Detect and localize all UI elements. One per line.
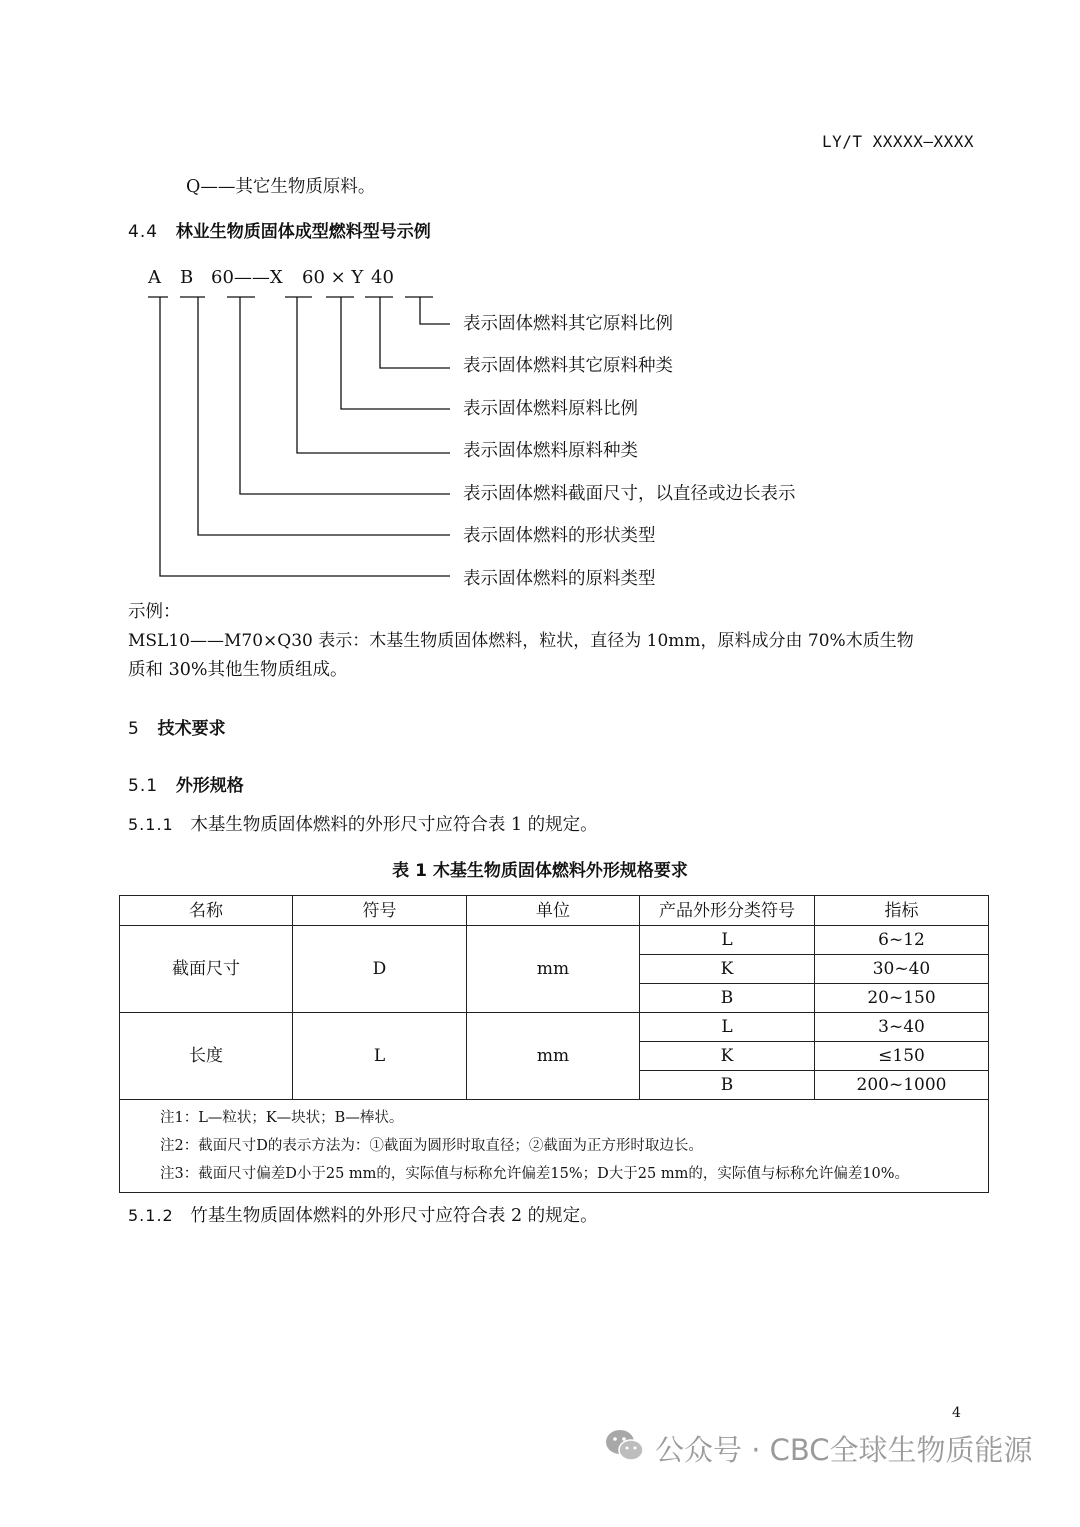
table-notes [120,1100,989,1193]
cell-value: ≤150 [815,1042,989,1071]
cell-value: 6~12 [815,926,989,955]
header-symbol: 符号 [293,896,467,926]
legend-raw-ratio: 表示固体燃料原料比例 [463,399,638,419]
legend-size: 表示固体燃料截面尺寸，以直径或边长表示 [463,484,796,504]
page-number: 4 [952,1405,961,1421]
clause-text: 竹基生物质固体燃料的外形尺寸应符合表 2 的规定。 [190,1206,598,1226]
code-part-raw-type: A [148,267,161,288]
code-part-other-ratio: 40 [371,267,394,288]
connector-shape [198,297,450,535]
prev-list-item: Q——其它生物质原料。 [186,177,376,197]
cell-value: 200~1000 [815,1071,989,1100]
connector-size [240,297,450,494]
cell-unit: mm [467,926,640,1013]
cell-code: B [640,984,815,1013]
cell-code: K [640,1042,815,1071]
table-1 [119,895,989,1193]
header-unit: 单位 [467,896,640,926]
cell-code: B [640,1071,815,1100]
table-1-caption: 表 1 木基生物质固体燃料外形规格要求 [392,861,688,881]
section-number: 5.1 [128,776,159,796]
cell-value: 30~40 [815,955,989,984]
connector-other-ratio [420,297,450,324]
header-value: 指标 [815,896,989,926]
header-name: 名称 [120,896,293,926]
standard-code: LY/T XXXXX—XXXX [822,132,974,151]
table-header-row [120,896,989,926]
note-1: 注1：L—粒状；K—块状；B—棒状。 [160,1110,404,1126]
clause-text: 木基生物质固体燃料的外形尺寸应符合表 1 的规定。 [190,815,598,835]
clause-5-1-2 [128,1202,598,1230]
legend-raw-type: 表示固体燃料的原料类型 [463,569,656,589]
section-title: 技术要求 [157,719,226,739]
watermark-text: 公众号 · CBC全球生物质能源 [655,1433,1033,1467]
section-5-heading [128,714,226,739]
legend-other-ratio: 表示固体燃料其它原料比例 [463,314,673,334]
example-line-1: MSL10——M70×Q30 表示：木基生物质固体燃料，粒状，直径为 10mm，原料成分由 70%木质生物 [128,631,914,651]
cell-value: 20~150 [815,984,989,1013]
clause-5-1-1 [128,811,598,839]
table-row [120,1013,989,1042]
legend-shape: 表示固体燃料的形状类型 [463,526,656,546]
legend-raw-kind: 表示固体燃料原料种类 [463,441,638,461]
clause-number: 5.1.1 [128,815,174,834]
cell-value: 3~40 [815,1013,989,1042]
cell-symbol: D [293,926,467,1013]
cell-code: K [640,955,815,984]
cell-code: L [640,926,815,955]
code-part-shape: B [180,267,194,288]
section-number: 5 [128,719,140,739]
table-notes-row [120,1100,989,1193]
cell-unit: mm [467,1013,640,1100]
note-3: 注3：截面尺寸偏差D小于25 mm的，实际值与标称允许偏差15%；D大于25 mm的，实际值与标称允许偏差10%。 [160,1166,910,1182]
cell-name: 长度 [120,1013,293,1100]
table-row [120,926,989,955]
cell-name: 截面尺寸 [120,926,293,1013]
connector-other-type [380,297,450,368]
wechat-icon [604,1427,646,1465]
connector-raw-ratio [341,297,450,409]
header-shape-code: 产品外形分类符号 [640,896,815,926]
section-title: 外形规格 [175,776,244,796]
cell-symbol: L [293,1013,467,1100]
code-part-size-material: 60——X [211,267,283,288]
note-2: 注2：截面尺寸D的表示方法为：①截面为圆形时取直径；②截面为正方形时取边长。 [160,1138,703,1154]
connector-raw-type [160,297,450,576]
section-title: 林业生物质固体成型燃料型号示例 [175,222,431,242]
section-number: 4.4 [128,222,159,242]
example-label: 示例： [128,602,181,622]
connector-raw-kind [297,297,450,453]
code-part-ratio-other: 60 × Y [302,267,364,288]
model-code-connector-diagram [0,0,1080,600]
cell-code: L [640,1013,815,1042]
legend-other-type: 表示固体燃料其它原料种类 [463,356,673,376]
example-line-2: 质和 30%其他生物质组成。 [128,660,348,680]
section-5-1-heading [128,771,244,796]
clause-number: 5.1.2 [128,1206,174,1225]
